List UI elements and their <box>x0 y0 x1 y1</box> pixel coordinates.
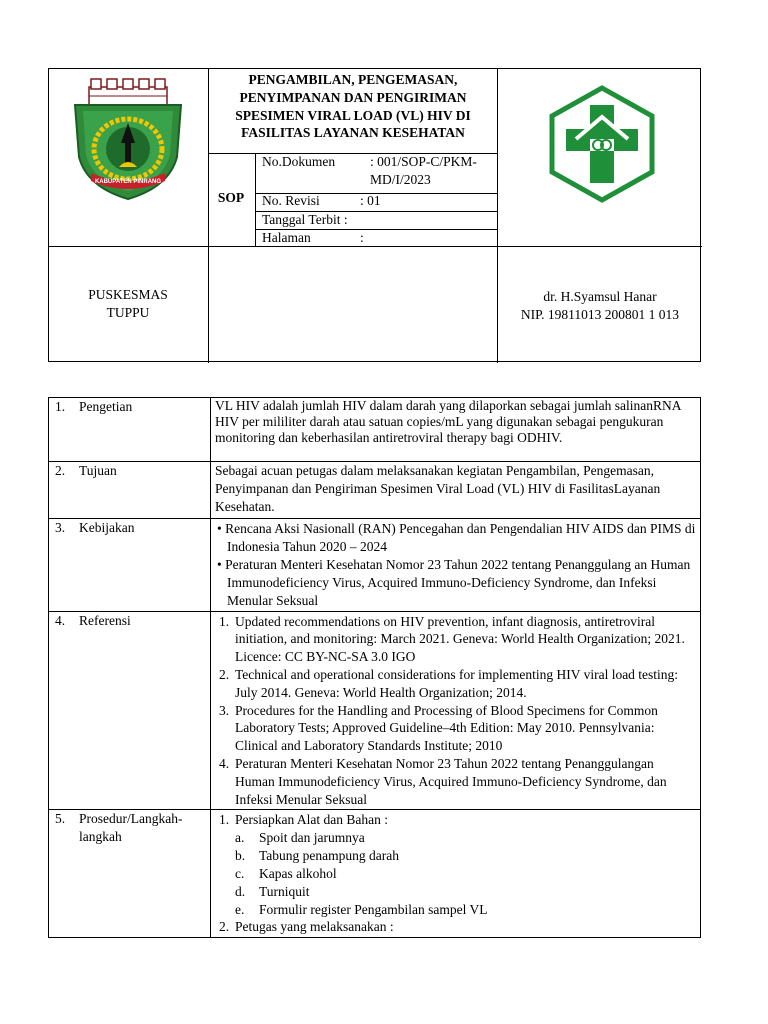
reference-item: 4. Peraturan Menteri Kesehatan Nomor 23 Tahun 2022 tentang Penanggulangan Human Immunodeficiency Virus, Acquired Immuno-Deficiency Syndrome, dan Infeksi Menular Seksual <box>219 756 667 807</box>
sop-label: SOP <box>217 190 245 205</box>
section-row: 3. Kebijakan • Rencana Aksi Nasionall (RAN) Pencegahan dan Pengendalian HIV AIDS dan PIMS di Indonesia Tahun 2020 – 2024 • Peraturan Menteri Kesehatan Nomor 23 Tahun 2022 tentang Penanggulang an Human Immunodeficiency Virus, Acquired Immuno-Deficiency Syndrome, dan Infeksi Menular Seksual <box>49 519 701 611</box>
section-row: 5. Prosedur/Langkah-langkah 1. Persiapkan Alat dan Bahan : a. Spoit dan jarumnya b. Tabung penampung darah c. Kapas alkohol d. Turniquit e. Formulir register Pengambilan sampel VL 2. Petugas yang melaksanakan : <box>49 810 701 938</box>
procedure-step: 2. Petugas yang melaksanakan : <box>219 919 394 935</box>
section-label: Kebijakan <box>79 520 135 536</box>
puskesmas-name: PUSKESMAS TUPPU <box>88 287 168 320</box>
section-label: Pengetian <box>79 399 133 414</box>
reference-item: 3. Procedures for the Handling and Processing of Blood Specimens for Common Laboratory Tests; Approved Guideline–4th Edition: May 2010. Pennsylvania: Clinical and Laboratory Standards Institute; 2010 <box>219 702 658 754</box>
regency-logo-icon <box>69 77 187 203</box>
health-cross-logo-icon <box>546 85 658 208</box>
document-title: PENGAMBILAN, PENGEMASAN, PENYIMPANAN DAN PENGIRIMAN SPESIMEN VIRAL LOAD (VL) HIV DI FASILITAS LAYANAN KESEHATAN <box>235 72 471 141</box>
sop-content-table <box>48 397 701 938</box>
policy-item: • Rencana Aksi Nasionall (RAN) Pencegahan dan Pengendalian HIV AIDS dan PIMS di Indonesia Tahun 2020 – 2024 <box>217 521 696 555</box>
procedure-subitem: d. Turniquit <box>235 883 310 899</box>
section-label: Tujuan <box>79 463 117 478</box>
logo-caption: KABUPATEN PINRANG <box>94 179 162 185</box>
reference-item: 1. Updated recommendations on HIV prevention, infant diagnosis, antiretroviral initiation, and monitoring: March 2021. Geneva: World Health Organization; 2021. Licence: CC BY-NC-SA 3.0 IGO <box>219 613 685 665</box>
section-body <box>211 810 701 938</box>
section-body <box>211 519 701 611</box>
procedure-subitem: c. Kapas alkohol <box>235 865 337 881</box>
section-row: 1. Pengetian VL HIV adalah jumlah HIV dalam darah yang dilaporkan sebagai jumlah salinanRNA HIV per mililiter darah atau satuan copies/mL yang digunakan sebagai pengukuran monitoring dan keberhasilan antiretroviral therapy bagi ODHIV. <box>49 398 701 462</box>
section-body: Sebagai acuan petugas dalam melaksanakan kegiatan Pengambilan, Pengemasan, Penyimpanan dan Pengiriman Spesimen Viral Load (VL) HIV di FasilitasLayanan Kesehatan. <box>211 462 701 519</box>
section-body: VL HIV adalah jumlah HIV dalam darah yang dilaporkan sebagai jumlah salinanRNA HIV per mililiter darah atau satuan copies/mL yang digunakan sebagai pengukuran monitoring dan keberhasilan antiretroviral therapy bagi ODHIV. <box>211 398 701 462</box>
signer-block <box>498 288 702 324</box>
procedure-subitem: b. Tabung penampung darah <box>235 848 400 864</box>
section-row: 2. Tujuan Sebagai acuan petugas dalam melaksanakan kegiatan Pengambilan, Pengemasan, Penyimpanan dan Pengiriman Spesimen Viral Load (VL) HIV di FasilitasLayanan Kesehatan. <box>49 462 701 519</box>
sop-header-table: KABUPATEN PINRANG PENGAMBILAN, PENGEMASAN, PENYIMPANAN DAN PENGIRIMAN SPESIMEN VIRAL LOAD (VL) HIV DI FASILITAS LAYANAN KESEHATAN SOP No.Dokumen : 001/SOP-C/PKM- MD/I/2023 No. Revisi : 01 Tanggal Terbit : Halaman : PUSKESMAS TUPPU dr. H.Syamsul Hanar NIP. 19811013 200801 1 013 <box>48 68 701 362</box>
procedure-subitem: e. Formulir register Pengambilan sampel VL <box>235 901 488 917</box>
reference-item: 2. Technical and operational considerations for implementing HIV viral load testing: July 2014. Geneva: World Health Organization; 2014. <box>219 666 679 700</box>
section-row: 4. Referensi 1. Updated recommendations on HIV prevention, infant diagnosis, antiretroviral initiation, and monitoring: March 2021. Geneva: World Health Organization; 2021. Licence: CC BY-NC-SA 3.0 IGO 2. Technical and operational considerations for implementing HIV viral load testing: July 2014. Geneva: World Health Organization; 2014. 3. Procedures for the Handling and Processing of Blood Specimens for Common Laboratory Tests; Approved Guideline–4th Edition: May 2010. Pennsylvania: Clinical and Laboratory Standards Institute; 2010 4. Peraturan Menteri Kesehatan Nomor 23 Tahun 2022 tentang Penanggulangan Human Immunodeficiency Virus, Acquired Immuno-Deficiency Syndrome, dan Infeksi Menular Seksual <box>49 611 701 810</box>
signer-name: dr. H.Syamsul Hanar <box>543 289 657 304</box>
section-label: Prosedur/Langkah-langkah <box>79 811 183 845</box>
section-body <box>211 611 701 810</box>
procedure-step: 1. Persiapkan Alat dan Bahan : <box>219 812 388 828</box>
procedure-subitem: a. Spoit dan jarumnya <box>235 830 365 846</box>
section-label: Referensi <box>79 612 131 628</box>
signer-nip: NIP. 19811013 200801 1 013 <box>520 306 680 322</box>
policy-item: • Peraturan Menteri Kesehatan Nomor 23 Tahun 2022 tentang Penanggulang an Human Immunodeficiency Virus, Acquired Immuno-Deficiency Syndrome, dan Infeksi Menular Seksual <box>217 557 691 608</box>
